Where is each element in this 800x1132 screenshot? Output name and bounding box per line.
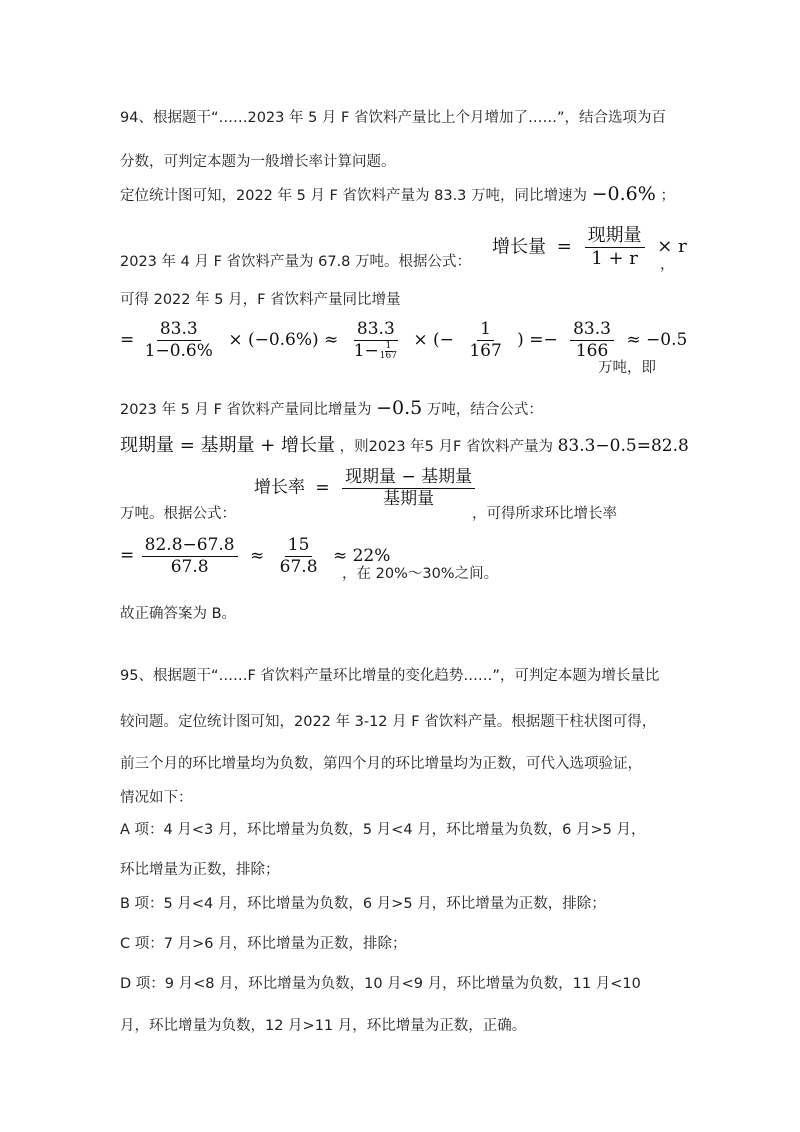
eq1-frac-2: [351, 320, 401, 361]
yoy-increment-value: −0.5: [376, 397, 423, 419]
q95-line-1: 95、根据题干“……F 省饮料产量环比增量的变化趋势……”，可判定本题为增长量比: [120, 668, 660, 684]
q94-line-9-text: 万吨。根据公式：: [120, 506, 236, 522]
formula3-eq: =: [315, 477, 330, 498]
eq2-frac-2-den: 67.8: [279, 556, 318, 577]
formula3-lhs: 增长率: [254, 477, 305, 498]
eq1-nested-num: 1: [385, 340, 392, 351]
q95-line-4: 情况如下：: [120, 790, 193, 806]
current-production-value: 83.3−0.5=82.8: [557, 436, 689, 456]
q94-line-1: 94、根据题干“……2023 年 5 月 F 省饮料产量比上个月增加了……”，结合选项为百: [120, 110, 666, 126]
q95-option-a: A 项：4 月<3 月，环比增量为负数，5 月<4 月，环比增量为负数，6 月>5 月，: [120, 822, 646, 838]
formula3-den: 基期量: [383, 488, 435, 509]
q94-line-6-tail: 万吨，即: [598, 360, 656, 376]
q94-line-3-end: ；: [660, 188, 675, 204]
q94-line-2: 分数，可判定本题为一般增长率计算问题。: [120, 154, 396, 170]
eq2-frac-1-num: 82.8−67.8: [142, 536, 238, 557]
q94-line-9-end: ，可得所求环比增长率: [472, 506, 617, 522]
eq1-frac-4: [570, 320, 614, 360]
eq1-eq: =: [120, 329, 135, 350]
formula3-fraction: [342, 468, 475, 508]
q94-answer: 故正确答案为 B。: [120, 606, 237, 622]
q94-line-8: [120, 436, 689, 457]
eq1-frac-3-num: 1: [477, 320, 494, 341]
eq1-frac-3-den: 167: [469, 340, 502, 361]
q94-line-5: 可得 2022 年 5 月，F 省饮料产量同比增量: [120, 292, 401, 308]
eq2-frac-2: [277, 536, 321, 576]
eq2-term-2: ≈ 22%: [332, 545, 391, 566]
eq1-term-2: × (−: [413, 329, 454, 350]
q94-line-8-text: ，则2023 年5 月F 省饮料产量为: [339, 439, 553, 455]
formula1-den: 1 + r: [591, 247, 638, 269]
eq2-frac-1-den: 67.8: [170, 556, 209, 577]
eq1-nested-den: 167: [379, 350, 397, 361]
eq1-frac-4-num: 83.3: [570, 320, 614, 341]
formula-current-period: 现期量 = 基期量 + 增长量: [120, 435, 336, 456]
q95-option-b: B 项：5 月<4 月，环比增量为负数，6 月>5 月，环比增量为正数，排除；: [120, 896, 606, 912]
q95-option-d-cont: 月，环比增量为负数，12 月>11 月，环比增量为正数，正确。: [120, 1018, 527, 1034]
eq1-frac-2-den: [351, 341, 401, 361]
eq1-nested-frac: [379, 342, 398, 361]
q94-line-7: [120, 398, 543, 420]
formula-growth-rate: [254, 468, 477, 508]
formula1-fraction: [585, 226, 645, 269]
eq2-eq: =: [120, 545, 135, 566]
formula3-num: 现期量 − 基期量: [342, 468, 475, 489]
q94-line-4-text: 2023 年 4 月 F 省饮料产量为 67.8 万吨。根据公式：: [120, 254, 472, 270]
q95-option-a-cont: 环比增量为正数，排除；: [120, 862, 280, 878]
q95-line-3: 前三个月的环比增量均为负数，第四个月的环比增量均为正数，可代入选项验证，: [120, 756, 642, 772]
formula1-eq: =: [556, 236, 572, 258]
q95-line-2: 较问题。定位统计图可知，2022 年 3-12 月 F 省饮料产量。根据题干柱状图可得，: [120, 714, 657, 730]
q94-line-10-tail: ，在 20%〜30%之间。: [342, 566, 499, 582]
growth-rate-value: −0.6%: [591, 183, 656, 205]
eq2-term-1: ≈: [250, 545, 265, 566]
formula1-tail: × r: [657, 236, 687, 258]
eq1-frac-3: [466, 320, 504, 360]
eq1-frac-2-num: 83.3: [354, 320, 398, 341]
q94-line-3-text: 定位统计图可知，2022 年 5 月 F 省饮料产量为 83.3 万吨，同比增速为: [120, 188, 588, 204]
eq1-frac-1: [142, 320, 216, 360]
eq1-frac-4-den: 166: [575, 340, 609, 361]
eq1-term-1: × (−0.6%) ≈: [228, 329, 339, 350]
eq1-term-4: ≈ −0.5: [626, 329, 688, 350]
eq2-frac-2-num: 15: [285, 536, 313, 557]
equation-yoy-increment: [120, 320, 692, 361]
eq1-frac-2-den-a: 1−: [353, 340, 379, 361]
eq1-frac-1-den: 1−0.6%: [144, 340, 213, 361]
formula1-lhs: 增长量: [492, 236, 546, 258]
q95-option-c: C 项：7 月>6 月，环比增量为正数，排除；: [120, 936, 407, 952]
q95-option-d: D 项：9 月<8 月，环比增量为负数，10 月<9 月，环比增量为负数，11 月<10: [120, 976, 641, 992]
q94-line-3: [120, 184, 675, 206]
q94-line-7-text: 2023 年 5 月 F 省饮料产量同比增量为: [120, 402, 372, 418]
q94-line-4-end: ，: [660, 257, 675, 273]
eq2-frac-1: [142, 536, 238, 576]
eq1-frac-1-num: 83.3: [157, 320, 201, 341]
formula1-num: 现期量: [585, 226, 645, 248]
q94-line-7-end: 万吨，结合公式：: [426, 402, 543, 418]
eq1-term-3: ) =−: [517, 329, 558, 350]
